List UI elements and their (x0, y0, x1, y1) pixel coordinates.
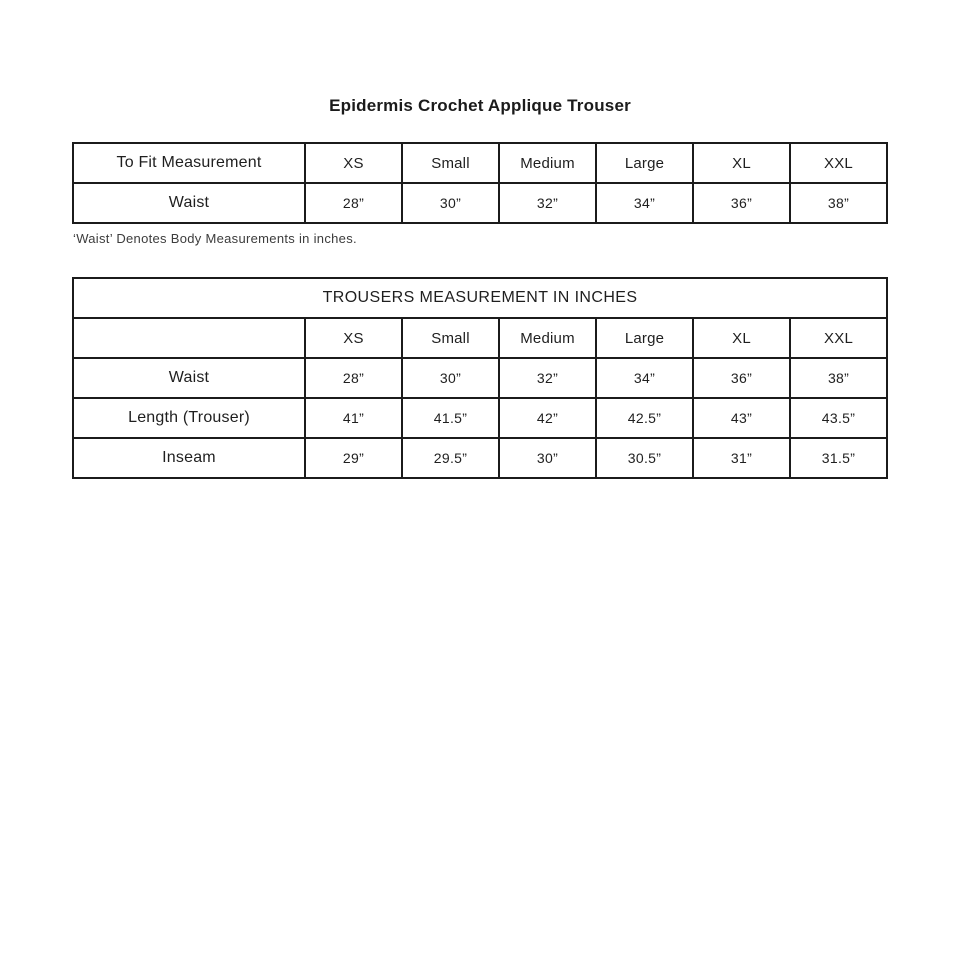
empty-corner-cell (73, 318, 305, 358)
value-cell: 41” (305, 398, 402, 438)
size-header-cell: Large (596, 143, 693, 183)
value-cell: 28” (305, 358, 402, 398)
value-cell: 30” (499, 438, 596, 478)
value-cell: 28” (305, 183, 402, 223)
fit-table-waist-row (73, 183, 887, 223)
waist-footnote: ‘Waist’ Denotes Body Measurements in inches. (73, 231, 357, 246)
size-header-cell: Small (402, 143, 499, 183)
trousers-table-title: TROUSERS MEASUREMENT IN INCHES (73, 278, 887, 318)
value-cell: 38” (790, 183, 887, 223)
trousers-table-inseam-row (73, 438, 887, 478)
size-header-cell: XXL (790, 318, 887, 358)
size-header-cell: Small (402, 318, 499, 358)
row-label: Waist (73, 358, 305, 398)
value-cell: 34” (596, 183, 693, 223)
value-cell: 42” (499, 398, 596, 438)
size-header-cell: Medium (499, 318, 596, 358)
value-cell: 43.5” (790, 398, 887, 438)
row-label: Waist (73, 183, 305, 223)
fit-table-header-label: To Fit Measurement (73, 143, 305, 183)
trousers-table-size-row (73, 318, 887, 358)
trousers-table-title-row (73, 278, 887, 318)
size-header-cell: XXL (790, 143, 887, 183)
value-cell: 31.5” (790, 438, 887, 478)
value-cell: 34” (596, 358, 693, 398)
value-cell: 32” (499, 183, 596, 223)
value-cell: 42.5” (596, 398, 693, 438)
size-header-cell: Large (596, 318, 693, 358)
value-cell: 32” (499, 358, 596, 398)
value-cell: 29.5” (402, 438, 499, 478)
row-label: Inseam (73, 438, 305, 478)
page-title: Epidermis Crochet Applique Trouser (329, 96, 631, 115)
size-header-cell: XL (693, 318, 790, 358)
trousers-table-length-row (73, 398, 887, 438)
size-header-cell: XL (693, 143, 790, 183)
value-cell: 30” (402, 183, 499, 223)
value-cell: 30.5” (596, 438, 693, 478)
value-cell: 30” (402, 358, 499, 398)
size-header-cell: Medium (499, 143, 596, 183)
value-cell: 38” (790, 358, 887, 398)
value-cell: 43” (693, 398, 790, 438)
value-cell: 36” (693, 183, 790, 223)
row-label: Length (Trouser) (73, 398, 305, 438)
trousers-measurement-table (72, 277, 888, 479)
value-cell: 31” (693, 438, 790, 478)
value-cell: 41.5” (402, 398, 499, 438)
size-header-cell: XS (305, 143, 402, 183)
fit-measurement-table (72, 142, 888, 224)
trousers-table-waist-row (73, 358, 887, 398)
fit-table-header-row (73, 143, 887, 183)
value-cell: 29” (305, 438, 402, 478)
size-header-cell: XS (305, 318, 402, 358)
value-cell: 36” (693, 358, 790, 398)
